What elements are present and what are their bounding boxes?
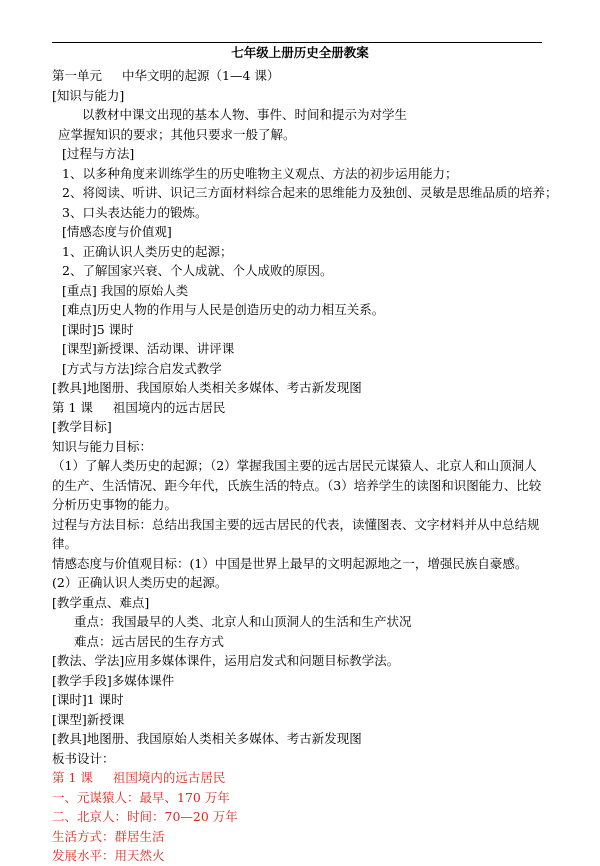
unit-process-item: 1、以多种角度来训练学生的历史唯物主义观点、方法的初步运用能力； — [62, 165, 458, 181]
unit-knowledge-heading: [知识与能力] — [52, 87, 125, 103]
unit-tools: [教具]地图册、我国原始人类相关多媒体、考古新发现图 — [52, 380, 362, 395]
board-heading: 板书设计： — [52, 750, 115, 766]
board-lesson-label: 第 1 课 — [52, 770, 93, 785]
unit-key-point: [重点] 我国的原始人类 — [62, 282, 189, 298]
lesson-type: [课型]新授课 — [52, 711, 125, 727]
lesson-name: 祖国境内的远古居民 — [112, 399, 226, 415]
lesson-knowledge-text: （1）了解人类历史的起源；（2）掌握我国主要的远古居民元谋猿人、北京人和山顶洞人的生产、生活情况、距今年代，氏族生活的特点。（3）培养学生的读图和识图能力、比较分析历史事物的能力。 — [52, 458, 542, 512]
unit-label: 第一单元 — [52, 68, 103, 83]
lesson-goals-heading: [教学目标] — [52, 419, 112, 434]
unit-difficulty: [难点]历史人物的作用与人民是创造历史的动力相互关系。 — [62, 302, 385, 317]
board-lesson-heading — [52, 768, 546, 788]
unit-heading — [52, 66, 546, 86]
unit-emotion-heading: [情感态度与价值观] — [62, 224, 172, 239]
unit-process-item: 3、口头表达能力的锻炼。 — [62, 204, 208, 220]
board-point: 一、元谋猿人：最早、170 万年 — [52, 789, 230, 805]
lesson-teaching-means: [教学手段]多媒体课件 — [52, 672, 175, 688]
unit-emotion-item: 2、了解国家兴衰、个人成就、个人成败的原因。 — [62, 263, 333, 278]
lesson-tools: [教具]地图册、我国原始人类相关多媒体、考古新发现图 — [52, 731, 362, 746]
lesson-emotion-text: 情感态度与价值观目标：(1）中国是世界上最早的文明起源地之一，增强民族自豪感。(2）正确认识人类历史的起源。 — [52, 555, 528, 590]
document-title: 七年级上册历史全册教案 — [231, 45, 369, 60]
unit-process-item: 2、将阅读、听讲、识记三方面材料综合起来的思维能力及独创、灵敏是思维品质的培养； — [62, 185, 558, 200]
lesson-label: 第 1 课 — [52, 399, 93, 415]
board-point: 生活方式：群居生活 — [52, 828, 165, 844]
lesson-hours: [课时]1 课时 — [52, 692, 124, 707]
lesson-teaching-methods: [教法、学法]应用多媒体课件，运用启发式和问题目标教学法。 — [52, 653, 400, 668]
unit-knowledge-line-1: 以教材中课文出现的基本人物、事件、时间和提示为对学生 — [82, 107, 408, 122]
lesson-focus-key: 重点：我国最早的人类、北京人和山顶洞人的生活和生产状况 — [74, 614, 412, 629]
board-lesson-name: 祖国境内的远古居民 — [112, 770, 226, 785]
unit-knowledge-line-2: 应掌握知识的要求；其他只要求一般了解。 — [58, 126, 296, 142]
lesson-focus-difficulty: 难点：远古居民的生存方式 — [74, 633, 225, 649]
unit-emotion-item: 1、正确认识人类历史的起源； — [62, 243, 233, 259]
board-point: 二、北京人：时间：70—20 万年 — [52, 809, 238, 824]
document-body — [52, 66, 558, 866]
unit-lesson-types: [课型]新授课、活动课、讲评课 — [62, 341, 235, 356]
unit-methods: [方式与方法]综合启发式教学 — [62, 360, 222, 376]
lesson-heading — [52, 398, 546, 418]
lesson-focus-heading: [教学重点、难点] — [52, 594, 150, 610]
lesson-knowledge-heading: 知识与能力目标： — [52, 438, 153, 454]
unit-process-heading: [过程与方法] — [62, 146, 135, 161]
unit-name: 中华文明的起源（1—4 课） — [122, 68, 280, 83]
board-point: 发展水平：用天然火 — [52, 848, 165, 863]
unit-hours: [课时]5 课时 — [62, 321, 134, 337]
lesson-process-text: 过程与方法目标：总结出我国主要的远古居民的代表，读懂图表、文字材料并从中总结规律。 — [52, 516, 540, 551]
header-rule — [52, 42, 542, 43]
